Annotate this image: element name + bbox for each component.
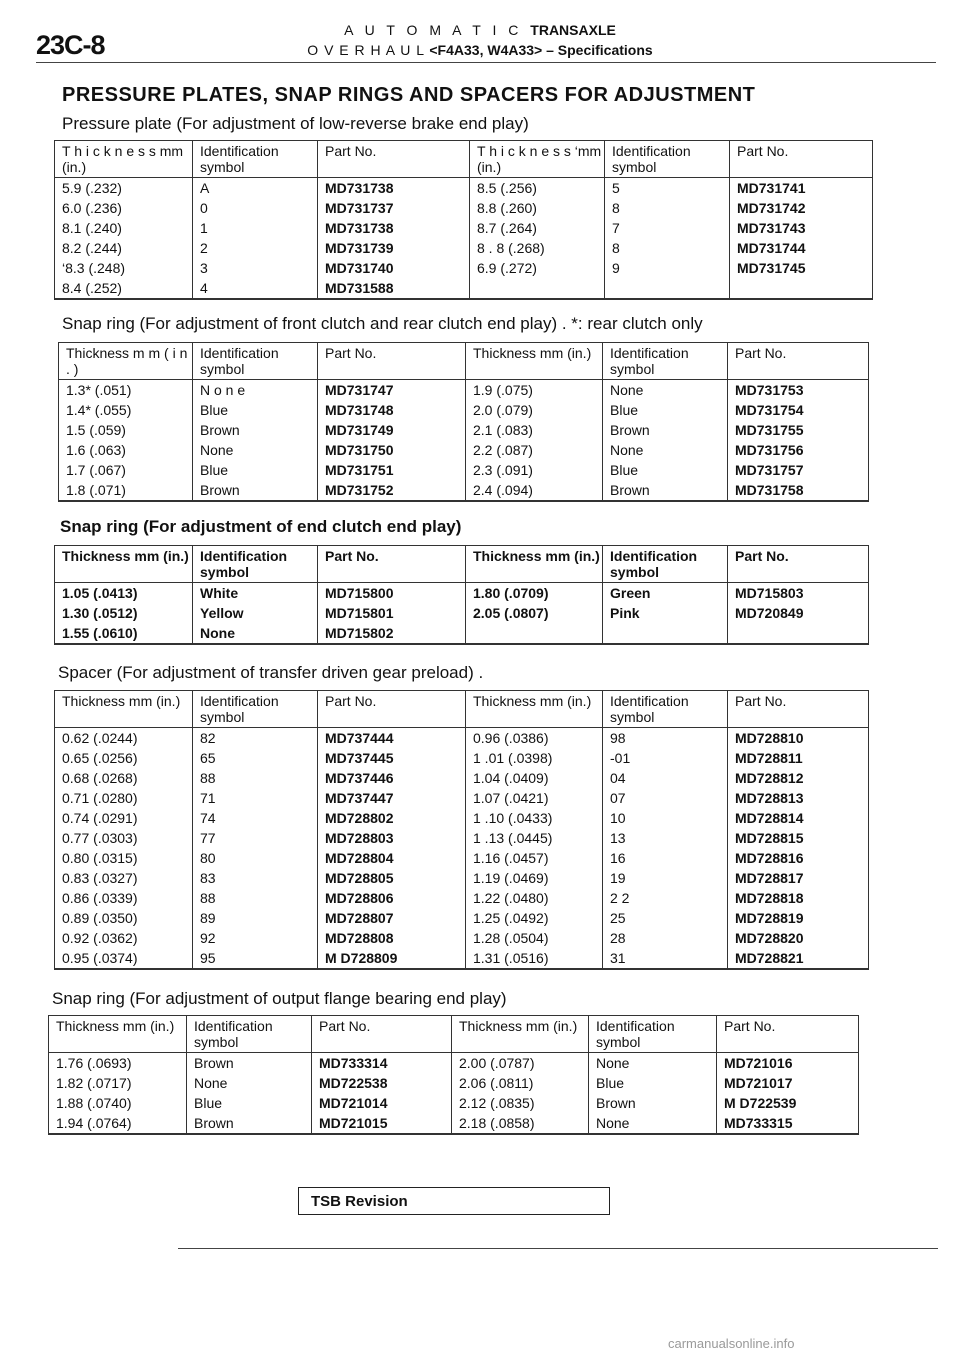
table-cell: 1.07 (.0421) xyxy=(466,788,603,808)
column-header: Part No. xyxy=(728,546,869,583)
table-cell: MD737447 xyxy=(318,788,466,808)
table-cell: 8 xyxy=(605,198,730,218)
table-cell: 2.0 (.079) xyxy=(466,400,603,420)
table-row xyxy=(49,1113,859,1134)
table-cell: 0.86 (.0339) xyxy=(55,888,193,908)
table-cell: MD728806 xyxy=(318,888,466,908)
column-header: Identification symbol xyxy=(193,343,318,380)
table-cell: None xyxy=(603,440,728,460)
table-cell: 2 2 xyxy=(603,888,728,908)
table-row xyxy=(59,480,869,501)
table-cell: MD721016 xyxy=(717,1053,859,1074)
table-cell: Blue xyxy=(603,460,728,480)
table-cell: Brown xyxy=(187,1113,312,1134)
table-cell: MD728816 xyxy=(728,848,869,868)
table-cell: 1.6 (.063) xyxy=(59,440,193,460)
table-cell: 2.05 (.0807) xyxy=(466,603,603,623)
table-row xyxy=(49,1073,859,1093)
table-cell: MD731738 xyxy=(318,178,470,199)
table-cell: MD721017 xyxy=(717,1073,859,1093)
table-cell: MD733315 xyxy=(717,1113,859,1134)
table-cell: 2.06 (.0811) xyxy=(452,1073,589,1093)
table-cell xyxy=(470,278,605,299)
table-cell: 0.96 (.0386) xyxy=(466,728,603,749)
table-row xyxy=(55,928,869,948)
column-header: Part No. xyxy=(730,141,873,178)
table-cell: 1.7 (.067) xyxy=(59,460,193,480)
table-cell: Brown xyxy=(193,420,318,440)
column-header: Thickness mm (in.) xyxy=(466,691,603,728)
table-row xyxy=(59,420,869,440)
table-cell: MD731750 xyxy=(318,440,466,460)
table-cell: MD728810 xyxy=(728,728,869,749)
column-header: Identification symbol xyxy=(187,1016,312,1053)
table-row xyxy=(49,1053,859,1074)
table-row xyxy=(55,238,873,258)
column-header: Identification symbol xyxy=(193,691,318,728)
section-4-title: Spacer (For adjustment of transfer driven gear preload) . xyxy=(58,663,484,682)
table-cell: 88 xyxy=(193,768,318,788)
pressure-plate-table xyxy=(54,140,873,300)
table-cell: MD731588 xyxy=(318,278,470,299)
table-cell: 1.88 (.0740) xyxy=(49,1093,187,1113)
table-cell: 8.7 (.264) xyxy=(470,218,605,238)
header-rule xyxy=(36,62,936,63)
table-header-row xyxy=(59,343,869,380)
table-row xyxy=(55,808,869,828)
section-3-title: Snap ring (For adjustment of end clutch end play) xyxy=(60,517,462,536)
table-cell: White xyxy=(193,583,318,604)
footer-rule xyxy=(178,1248,938,1249)
table-row xyxy=(55,603,869,623)
table-row xyxy=(55,748,869,768)
table-cell: 0.74 (.0291) xyxy=(55,808,193,828)
table-cell: MD737445 xyxy=(318,748,466,768)
column-header: Identification symbol xyxy=(605,141,730,178)
table-cell: None xyxy=(603,380,728,401)
table-row xyxy=(55,198,873,218)
table-cell: 1.94 (.0764) xyxy=(49,1113,187,1134)
table-cell: MD728802 xyxy=(318,808,466,828)
table-cell: 04 xyxy=(603,768,728,788)
table-cell: 1.80 (.0709) xyxy=(466,583,603,604)
table-cell: 1.05 (.0413) xyxy=(55,583,193,604)
column-header: Thickness mm (in.) xyxy=(49,1016,187,1053)
table-header-row xyxy=(55,141,873,178)
table-cell: M D722539 xyxy=(717,1093,859,1113)
table-cell: 7 xyxy=(605,218,730,238)
table-cell: 2.3 (.091) xyxy=(466,460,603,480)
table-cell: MD715801 xyxy=(318,603,466,623)
table-cell: 1.5 (.059) xyxy=(59,420,193,440)
table-cell: MD731751 xyxy=(318,460,466,480)
table-cell: ‘8.3 (.248) xyxy=(55,258,193,278)
table-cell: N o n e xyxy=(193,380,318,401)
table-header-row xyxy=(55,691,869,728)
table-cell: MD731757 xyxy=(728,460,869,480)
table-cell: Pink xyxy=(603,603,728,623)
table-cell: 8.8 (.260) xyxy=(470,198,605,218)
table-cell: 1.30 (.0512) xyxy=(55,603,193,623)
table-cell: 0.62 (.0244) xyxy=(55,728,193,749)
table-cell: 0.65 (.0256) xyxy=(55,748,193,768)
table-cell: 1.82 (.0717) xyxy=(49,1073,187,1093)
table-cell: 0.89 (.0350) xyxy=(55,908,193,928)
table-cell: 28 xyxy=(603,928,728,948)
table-cell: MD715803 xyxy=(728,583,869,604)
table-cell: 8.1 (.240) xyxy=(55,218,193,238)
table-cell: MD731744 xyxy=(730,238,873,258)
table-cell: 1.4* (.055) xyxy=(59,400,193,420)
column-header: Identification symbol xyxy=(603,546,728,583)
table-cell: A xyxy=(193,178,318,199)
table-cell: 95 xyxy=(193,948,318,969)
table-cell: MD728821 xyxy=(728,948,869,969)
header-line-2-prefix: O V E R H A U L xyxy=(307,42,425,58)
table-header-row xyxy=(49,1016,859,1053)
table-cell: MD728805 xyxy=(318,868,466,888)
table-cell: MD731755 xyxy=(728,420,869,440)
column-header: Part No. xyxy=(318,546,466,583)
page-number: 23C-8 xyxy=(36,30,105,60)
table-row xyxy=(59,460,869,480)
table-cell xyxy=(728,623,869,644)
table-row xyxy=(55,908,869,928)
table-cell: MD728811 xyxy=(728,748,869,768)
table-cell: 9 xyxy=(605,258,730,278)
table-cell: -01 xyxy=(603,748,728,768)
table-cell: 8 . 8 (.268) xyxy=(470,238,605,258)
table-cell: 1.76 (.0693) xyxy=(49,1053,187,1074)
column-header: Identification symbol xyxy=(193,546,318,583)
table-cell: 13 xyxy=(603,828,728,848)
table-cell: 0.83 (.0327) xyxy=(55,868,193,888)
table-cell: None xyxy=(193,623,318,644)
table-cell: 0.80 (.0315) xyxy=(55,848,193,868)
table-cell: 1.04 (.0409) xyxy=(466,768,603,788)
main-title: PRESSURE PLATES, SNAP RINGS AND SPACERS FOR ADJUSTMENT xyxy=(62,84,756,106)
table-cell: None xyxy=(589,1053,717,1074)
table-row xyxy=(55,218,873,238)
table-cell: 88 xyxy=(193,888,318,908)
table-cell: 74 xyxy=(193,808,318,828)
table-cell: MD731754 xyxy=(728,400,869,420)
table-cell: 07 xyxy=(603,788,728,808)
table-row xyxy=(55,583,869,604)
table-cell: 4 xyxy=(193,278,318,299)
table-cell: Blue xyxy=(193,460,318,480)
table-cell: MD722538 xyxy=(312,1073,452,1093)
table-cell: 2 xyxy=(193,238,318,258)
table-cell: MD737444 xyxy=(318,728,466,749)
table-cell: MD731752 xyxy=(318,480,466,501)
table-cell: 19 xyxy=(603,868,728,888)
table-cell: 31 xyxy=(603,948,728,969)
table-cell: MD728820 xyxy=(728,928,869,948)
table-cell: MD731738 xyxy=(318,218,470,238)
table-cell: 8.5 (.256) xyxy=(470,178,605,199)
table-cell: MD728804 xyxy=(318,848,466,868)
header-line-1 xyxy=(0,22,960,38)
table-row xyxy=(55,948,869,969)
section-5-title: Snap ring (For adjustment of output flange bearing end play) xyxy=(52,989,507,1008)
table-row xyxy=(55,258,873,278)
column-header: Part No. xyxy=(318,691,466,728)
header-line-2 xyxy=(0,42,960,58)
snap-ring-clutch-table xyxy=(58,342,869,502)
table-cell: 1.22 (.0480) xyxy=(466,888,603,908)
table-cell: 0.92 (.0362) xyxy=(55,928,193,948)
table-cell: Brown xyxy=(187,1053,312,1074)
table-cell: 6.9 (.272) xyxy=(470,258,605,278)
table-cell: MD728807 xyxy=(318,908,466,928)
table-cell: 25 xyxy=(603,908,728,928)
table-cell: Yellow xyxy=(193,603,318,623)
column-header: Thickness mm (in.) xyxy=(466,546,603,583)
table-cell: 1.28 (.0504) xyxy=(466,928,603,948)
column-header: T h i c k n e s s mm (in.) xyxy=(55,141,193,178)
table-cell: MD731748 xyxy=(318,400,466,420)
column-header: Thickness mm (in.) xyxy=(466,343,603,380)
table-row xyxy=(59,380,869,401)
table-cell: 0.68 (.0268) xyxy=(55,768,193,788)
table-row xyxy=(55,278,873,299)
table-cell: MD728818 xyxy=(728,888,869,908)
table-cell: MD728814 xyxy=(728,808,869,828)
table-cell: Brown xyxy=(603,480,728,501)
spacer-table xyxy=(54,690,869,970)
table-cell: 1.8 (.071) xyxy=(59,480,193,501)
table-cell: M D728809 xyxy=(318,948,466,969)
table-cell: MD731747 xyxy=(318,380,466,401)
table-cell: 2.00 (.0787) xyxy=(452,1053,589,1074)
table-cell: MD728803 xyxy=(318,828,466,848)
table-cell: Blue xyxy=(589,1073,717,1093)
table-cell: MD737446 xyxy=(318,768,466,788)
column-header: Thickness mm (in.) xyxy=(452,1016,589,1053)
table-row xyxy=(55,623,869,644)
table-row xyxy=(55,788,869,808)
table-cell xyxy=(605,278,730,299)
table-row xyxy=(59,440,869,460)
table-cell: Blue xyxy=(193,400,318,420)
table-cell: 0.71 (.0280) xyxy=(55,788,193,808)
table-cell: 6.0 (.236) xyxy=(55,198,193,218)
section-1-title: Pressure plate (For adjustment of low-reverse brake end play) xyxy=(62,114,529,133)
table-cell: MD731749 xyxy=(318,420,466,440)
table-cell: 1 xyxy=(193,218,318,238)
table-cell: MD715802 xyxy=(318,623,466,644)
header-line-1-bold: TRANSAXLE xyxy=(530,22,616,38)
table-cell: MD731756 xyxy=(728,440,869,460)
watermark: carmanualsonline.info xyxy=(668,1336,795,1351)
table-row xyxy=(55,868,869,888)
table-cell: 80 xyxy=(193,848,318,868)
table-cell: 0.95 (.0374) xyxy=(55,948,193,969)
table-cell: MD731745 xyxy=(730,258,873,278)
table-cell xyxy=(730,278,873,299)
column-header: Part No. xyxy=(318,343,466,380)
table-cell: 2.18 (.0858) xyxy=(452,1113,589,1134)
table-cell: 1 .10 (.0433) xyxy=(466,808,603,828)
table-cell: 16 xyxy=(603,848,728,868)
table-cell: MD731740 xyxy=(318,258,470,278)
table-header-row xyxy=(55,546,869,583)
column-header: Identification symbol xyxy=(193,141,318,178)
tsb-revision-box: TSB Revision xyxy=(298,1187,610,1215)
table-row xyxy=(55,828,869,848)
column-header: Identification symbol xyxy=(589,1016,717,1053)
table-cell: 1 .01 (.0398) xyxy=(466,748,603,768)
table-cell: 83 xyxy=(193,868,318,888)
column-header: Part No. xyxy=(312,1016,452,1053)
table-row xyxy=(55,768,869,788)
table-cell: 5.9 (.232) xyxy=(55,178,193,199)
table-cell: MD731742 xyxy=(730,198,873,218)
section-2-title: Snap ring (For adjustment of front clutch and rear clutch end play) . *: rear clutch only xyxy=(62,314,703,333)
table-row xyxy=(55,178,873,199)
table-cell: 10 xyxy=(603,808,728,828)
table-cell: 2.2 (.087) xyxy=(466,440,603,460)
table-cell: None xyxy=(187,1073,312,1093)
column-header: Thickness m m ( i n . ) xyxy=(59,343,193,380)
table-cell: Blue xyxy=(187,1093,312,1113)
header-line-2-bold: <F4A33, W4A33> – Specifications xyxy=(429,42,653,58)
snap-ring-output-flange-table xyxy=(48,1015,859,1135)
table-cell: MD728819 xyxy=(728,908,869,928)
table-cell: MD731741 xyxy=(730,178,873,199)
table-cell: MD728817 xyxy=(728,868,869,888)
table-cell: Blue xyxy=(603,400,728,420)
table-cell: 2.12 (.0835) xyxy=(452,1093,589,1113)
table-cell: 1.3* (.051) xyxy=(59,380,193,401)
table-cell: MD731743 xyxy=(730,218,873,238)
table-cell: 65 xyxy=(193,748,318,768)
table-cell: MD733314 xyxy=(312,1053,452,1074)
column-header: Thickness mm (in.) xyxy=(55,691,193,728)
table-cell: MD731753 xyxy=(728,380,869,401)
table-cell: 92 xyxy=(193,928,318,948)
column-header: Part No. xyxy=(728,343,869,380)
table-cell: 2.1 (.083) xyxy=(466,420,603,440)
table-cell: Brown xyxy=(603,420,728,440)
table-cell: 98 xyxy=(603,728,728,749)
header-line-1-prefix: A U T O M A T I C xyxy=(344,22,523,38)
snap-ring-end-clutch-table xyxy=(54,545,869,645)
table-row xyxy=(55,888,869,908)
column-header: Part No. xyxy=(318,141,470,178)
table-cell: 0 xyxy=(193,198,318,218)
table-cell: 8 xyxy=(605,238,730,258)
table-cell: MD728808 xyxy=(318,928,466,948)
column-header: T h i c k n e s s ‘mm (in.) xyxy=(470,141,605,178)
table-cell: MD731737 xyxy=(318,198,470,218)
table-cell: MD731739 xyxy=(318,238,470,258)
column-header: Part No. xyxy=(717,1016,859,1053)
table-cell: None xyxy=(589,1113,717,1134)
column-header: Identification symbol xyxy=(603,691,728,728)
table-cell: MD731758 xyxy=(728,480,869,501)
table-cell: 1.9 (.075) xyxy=(466,380,603,401)
table-row xyxy=(55,728,869,749)
table-cell: MD721015 xyxy=(312,1113,452,1134)
table-cell: MD721014 xyxy=(312,1093,452,1113)
column-header: Identification symbol xyxy=(603,343,728,380)
table-cell: 5 xyxy=(605,178,730,199)
table-row xyxy=(59,400,869,420)
column-header: Thickness mm (in.) xyxy=(55,546,193,583)
table-cell: 71 xyxy=(193,788,318,808)
table-cell: 0.77 (.0303) xyxy=(55,828,193,848)
table-cell: MD728813 xyxy=(728,788,869,808)
table-cell: None xyxy=(193,440,318,460)
table-cell: 77 xyxy=(193,828,318,848)
table-cell: Green xyxy=(603,583,728,604)
table-cell: MD728812 xyxy=(728,768,869,788)
column-header: Part No. xyxy=(728,691,869,728)
table-cell: Brown xyxy=(193,480,318,501)
table-cell: 1.55 (.0610) xyxy=(55,623,193,644)
table-cell: MD720849 xyxy=(728,603,869,623)
table-cell: 1.16 (.0457) xyxy=(466,848,603,868)
table-cell: 82 xyxy=(193,728,318,749)
table-cell: MD715800 xyxy=(318,583,466,604)
table-cell: 1.25 (.0492) xyxy=(466,908,603,928)
table-cell: 1.19 (.0469) xyxy=(466,868,603,888)
table-cell: 1.31 (.0516) xyxy=(466,948,603,969)
table-cell: 8.4 (.252) xyxy=(55,278,193,299)
table-cell: MD728815 xyxy=(728,828,869,848)
table-cell: 1 .13 (.0445) xyxy=(466,828,603,848)
table-cell: Brown xyxy=(589,1093,717,1113)
table-cell xyxy=(466,623,603,644)
table-cell: 2.4 (.094) xyxy=(466,480,603,501)
table-row xyxy=(55,848,869,868)
table-cell: 3 xyxy=(193,258,318,278)
table-cell: 8.2 (.244) xyxy=(55,238,193,258)
table-cell: 89 xyxy=(193,908,318,928)
table-row xyxy=(49,1093,859,1113)
table-cell xyxy=(603,623,728,644)
